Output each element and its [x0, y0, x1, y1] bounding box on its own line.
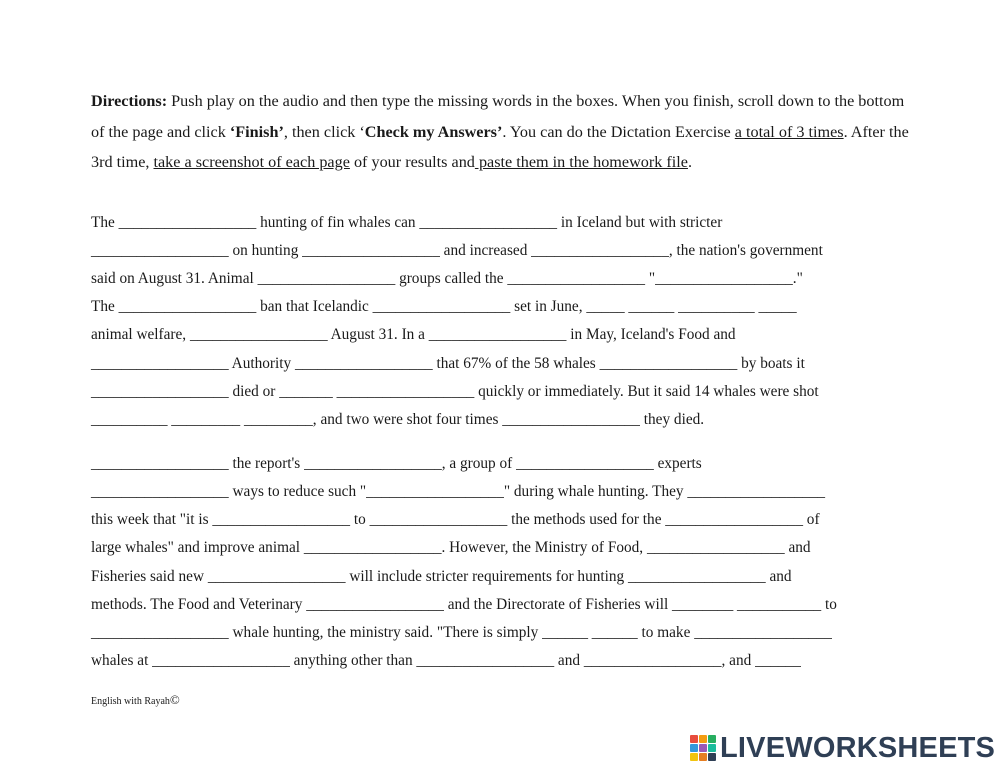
- dictation-line[interactable]: The __________________ ban that Icelandic __________________ set in June, _____ ______ __________ _____: [91, 298, 797, 315]
- dictation-line[interactable]: __________________ whale hunting, the ministry said. "There is simply ______ ______ to make __________________: [91, 624, 832, 641]
- directions-text: , then click ‘: [283, 122, 365, 141]
- dictation-line[interactable]: __________ _________ _________, and two were shot four times __________________ they died.: [91, 411, 705, 428]
- logo-square: [690, 735, 698, 743]
- underlined-instruction: take a screenshot of each page: [153, 153, 350, 171]
- underlined-instruction: paste them in the homework file: [474, 153, 688, 171]
- directions-text: . After the 3rd time,: [91, 122, 909, 171]
- dictation-line[interactable]: Fisheries said new __________________ will include stricter requirements for hunting __________________ and: [91, 568, 792, 585]
- logo-square: [690, 744, 698, 752]
- dictation-line[interactable]: this week that "it is __________________ to __________________ the methods used for the __________________ of: [91, 511, 820, 528]
- logo-mark-icon: [690, 735, 716, 761]
- dictation-line[interactable]: animal welfare, __________________ August 31. In a __________________ in May, Iceland's Food and: [91, 326, 736, 343]
- finish-keyword: ‘Finish’: [229, 122, 284, 141]
- logo-square: [690, 753, 698, 761]
- logo-square: [699, 735, 707, 743]
- dictation-line[interactable]: The __________________ hunting of fin whales can __________________ in Iceland but with stricter: [91, 214, 723, 231]
- dictation-line[interactable]: __________________ the report's __________________, a group of __________________ experts: [91, 455, 702, 472]
- dictation-line[interactable]: __________________ died or _______ __________________ quickly or immediately. But it said 14 whales were shot: [91, 383, 819, 400]
- dictation-line[interactable]: __________________ on hunting __________________ and increased __________________, the nation's government: [91, 242, 823, 259]
- dictation-line[interactable]: said on August 31. Animal __________________ groups called the __________________ "__________________.": [91, 270, 803, 287]
- directions-paragraph: [91, 86, 911, 178]
- logo-square: [708, 753, 716, 761]
- logo-square: [708, 744, 716, 752]
- liveworksheets-logo[interactable]: [690, 730, 995, 766]
- check-answers-keyword: Check my Answers’: [364, 122, 503, 141]
- dictation-line[interactable]: large whales" and improve animal __________________. However, the Ministry of Food, __________________ and: [91, 539, 811, 556]
- logo-square: [708, 735, 716, 743]
- dictation-line[interactable]: __________________ ways to reduce such "__________________" during whale hunting. They __________________: [91, 483, 826, 500]
- directions-text: .: [687, 153, 693, 171]
- dictation-line[interactable]: __________________ Authority __________________ that 67% of the 58 whales __________________ by boats it: [91, 355, 805, 372]
- logo-square: [699, 753, 707, 761]
- logo-square: [699, 744, 707, 752]
- directions-label: Directions:: [91, 92, 168, 110]
- directions-text: Push play on the audio and then type the missing words in the boxes. When you finish, scroll down to the bottom of the page and click: [91, 92, 905, 141]
- underlined-instruction: a total of 3 times: [734, 122, 844, 141]
- directions-text: of your results and: [349, 153, 475, 171]
- credit-text: English with Rayah: [91, 696, 170, 707]
- dictation-line[interactable]: methods. The Food and Veterinary __________________ and the Directorate of Fisheries will ________ ___________ to: [91, 596, 837, 613]
- logo-wordmark: LIVEWORKSHEETS: [720, 731, 996, 764]
- copyright-symbol: ©: [169, 692, 180, 707]
- footer-credit: [91, 692, 180, 708]
- directions-text: . You can do the Dictation Exercise: [502, 122, 735, 141]
- dictation-line[interactable]: whales at __________________ anything other than __________________ and __________________, and ______: [91, 652, 801, 669]
